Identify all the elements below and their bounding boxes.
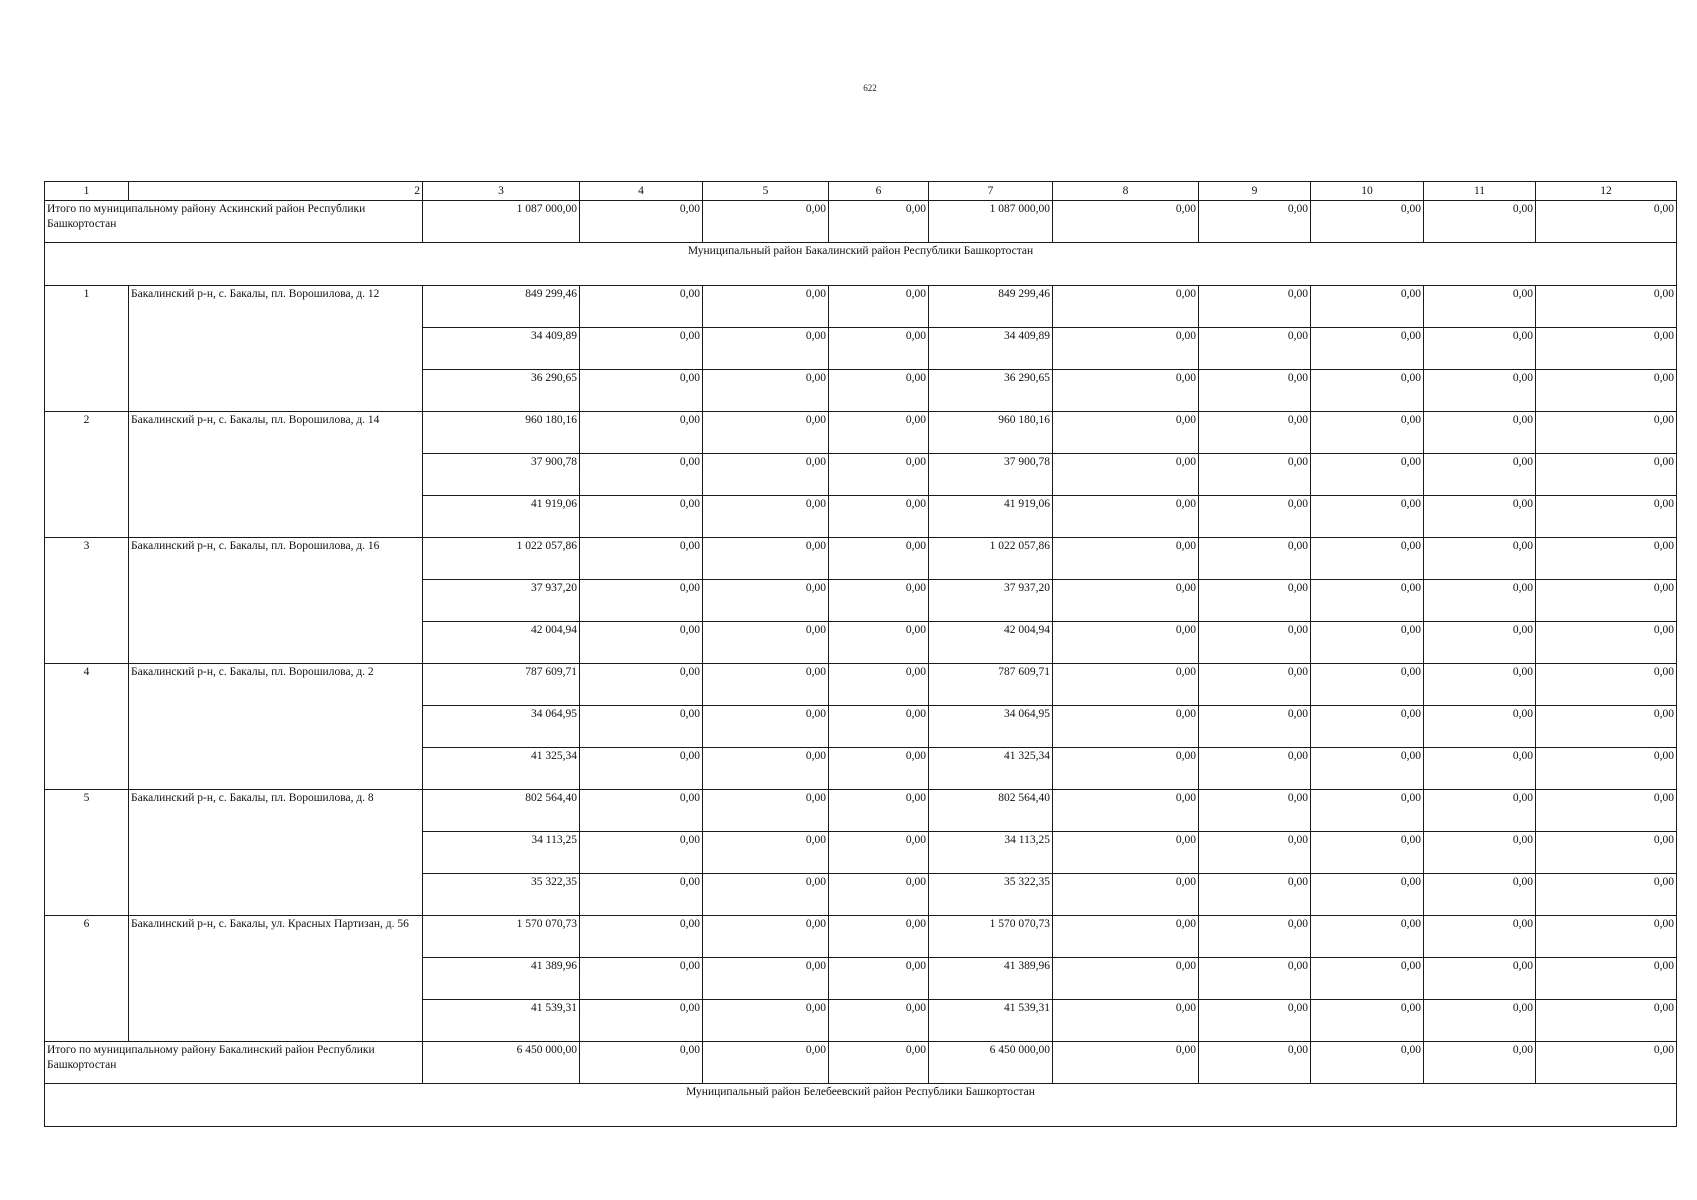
value-cell: 0,00: [1199, 1000, 1311, 1042]
value-cell: 0,00: [1199, 958, 1311, 1000]
value-cell: 41 389,96: [929, 958, 1053, 1000]
value-cell: 0,00: [1424, 958, 1536, 1000]
value-cell: 35 322,35: [929, 874, 1053, 916]
value-cell: 0,00: [1536, 286, 1677, 328]
value-cell: 849 299,46: [423, 286, 580, 328]
value-cell: 0,00: [580, 748, 703, 790]
value-cell: 0,00: [1424, 874, 1536, 916]
value-cell: 0,00: [1424, 622, 1536, 664]
value-cell: 0,00: [829, 496, 929, 538]
value-cell: 0,00: [1536, 496, 1677, 538]
value-cell: 0,00: [1311, 706, 1424, 748]
table-body: [45, 182, 1677, 1127]
value-cell: 0,00: [1424, 790, 1536, 832]
value-cell: 0,00: [580, 664, 703, 706]
value-cell: 0,00: [703, 580, 829, 622]
value-cell: 0,00: [580, 328, 703, 370]
value-cell: 0,00: [703, 706, 829, 748]
value-cell: 0,00: [1053, 496, 1199, 538]
value-cell: 0,00: [1199, 790, 1311, 832]
value-cell: 0,00: [829, 328, 929, 370]
value-cell: 34 113,25: [929, 832, 1053, 874]
value-cell: 0,00: [1053, 748, 1199, 790]
value-cell: 41 389,96: [423, 958, 580, 1000]
value-cell: 0,00: [580, 790, 703, 832]
value-cell: 802 564,40: [929, 790, 1053, 832]
value-cell: 0,00: [580, 286, 703, 328]
value-cell: 0,00: [1053, 664, 1199, 706]
value-cell: 0,00: [1536, 412, 1677, 454]
value-cell: 0,00: [1536, 1000, 1677, 1042]
value-cell: 0,00: [1053, 538, 1199, 580]
value-cell: 0,00: [1199, 370, 1311, 412]
value-cell: 34 409,89: [423, 328, 580, 370]
value-cell: 0,00: [1053, 832, 1199, 874]
value-cell: 0,00: [1311, 370, 1424, 412]
value-cell: 0,00: [1424, 748, 1536, 790]
value-cell: 0,00: [1424, 328, 1536, 370]
value-cell: 0,00: [1424, 412, 1536, 454]
total-label: Итого по муниципальному району Аскинский район Республики Башкортостан: [45, 201, 423, 243]
value-cell: 0,00: [580, 412, 703, 454]
value-cell: 41 325,34: [929, 748, 1053, 790]
value-cell: 0,00: [1053, 958, 1199, 1000]
value-cell: 0,00: [1536, 790, 1677, 832]
section-title: Муниципальный район Белебеевский район Республики Башкортостан: [45, 1084, 1677, 1127]
value-cell: 0,00: [1311, 1000, 1424, 1042]
value-cell: 0,00: [1311, 664, 1424, 706]
value-cell: 960 180,16: [929, 412, 1053, 454]
value-cell: 0,00: [1053, 201, 1199, 243]
value-cell: 0,00: [1311, 412, 1424, 454]
value-cell: 6 450 000,00: [929, 1042, 1053, 1084]
value-cell: 0,00: [1199, 706, 1311, 748]
object-address: Бакалинский р-н, с. Бакалы, пл. Ворошилова, д. 16: [129, 538, 423, 664]
value-cell: 0,00: [1424, 454, 1536, 496]
value-cell: 0,00: [1311, 580, 1424, 622]
value-cell: 0,00: [829, 412, 929, 454]
value-cell: 42 004,94: [423, 622, 580, 664]
value-cell: 0,00: [1053, 622, 1199, 664]
value-cell: 0,00: [580, 370, 703, 412]
value-cell: 6 450 000,00: [423, 1042, 580, 1084]
value-cell: 41 539,31: [423, 1000, 580, 1042]
next-section-title-row: [45, 1084, 1677, 1127]
value-cell: 1 087 000,00: [423, 201, 580, 243]
value-cell: 34 113,25: [423, 832, 580, 874]
table-row: [45, 664, 1677, 706]
value-cell: 41 919,06: [423, 496, 580, 538]
value-cell: 0,00: [1199, 412, 1311, 454]
value-cell: 0,00: [1536, 1042, 1677, 1084]
value-cell: 0,00: [1424, 832, 1536, 874]
value-cell: 0,00: [1424, 580, 1536, 622]
value-cell: 0,00: [1199, 748, 1311, 790]
value-cell: 0,00: [829, 748, 929, 790]
value-cell: 0,00: [829, 664, 929, 706]
value-cell: 1 087 000,00: [929, 201, 1053, 243]
value-cell: 0,00: [829, 874, 929, 916]
value-cell: 0,00: [829, 580, 929, 622]
value-cell: 0,00: [580, 496, 703, 538]
value-cell: 0,00: [829, 1042, 929, 1084]
value-cell: 0,00: [1536, 538, 1677, 580]
value-cell: 0,00: [1311, 874, 1424, 916]
value-cell: 0,00: [1536, 916, 1677, 958]
value-cell: 0,00: [1199, 328, 1311, 370]
value-cell: 42 004,94: [929, 622, 1053, 664]
capital-repair-table: [44, 181, 1677, 1127]
column-header: 1: [45, 182, 129, 201]
column-header: 7: [929, 182, 1053, 201]
value-cell: 0,00: [703, 412, 829, 454]
value-cell: 0,00: [703, 916, 829, 958]
value-cell: 0,00: [1536, 201, 1677, 243]
value-cell: 0,00: [703, 832, 829, 874]
value-cell: 0,00: [1053, 454, 1199, 496]
column-header: 2: [129, 182, 423, 201]
column-header: 10: [1311, 182, 1424, 201]
value-cell: 0,00: [1424, 286, 1536, 328]
value-cell: 0,00: [1424, 370, 1536, 412]
value-cell: 849 299,46: [929, 286, 1053, 328]
value-cell: 0,00: [1053, 328, 1199, 370]
value-cell: 0,00: [1311, 958, 1424, 1000]
row-index: 4: [45, 664, 129, 790]
value-cell: 0,00: [829, 706, 929, 748]
value-cell: 0,00: [1199, 496, 1311, 538]
value-cell: 0,00: [1199, 538, 1311, 580]
value-cell: 0,00: [1199, 916, 1311, 958]
value-cell: 0,00: [1053, 916, 1199, 958]
object-address: Бакалинский р-н, с. Бакалы, ул. Красных Партизан, д. 56: [129, 916, 423, 1042]
value-cell: 787 609,71: [929, 664, 1053, 706]
value-cell: 0,00: [1311, 790, 1424, 832]
column-header: 9: [1199, 182, 1311, 201]
value-cell: 0,00: [829, 370, 929, 412]
value-cell: 0,00: [1424, 1042, 1536, 1084]
value-cell: 0,00: [1536, 580, 1677, 622]
value-cell: 802 564,40: [423, 790, 580, 832]
value-cell: 0,00: [580, 580, 703, 622]
value-cell: 0,00: [829, 832, 929, 874]
value-cell: 0,00: [703, 1000, 829, 1042]
value-cell: 0,00: [829, 286, 929, 328]
value-cell: 0,00: [703, 664, 829, 706]
value-cell: 37 900,78: [423, 454, 580, 496]
value-cell: 1 570 070,73: [929, 916, 1053, 958]
value-cell: 0,00: [1536, 874, 1677, 916]
value-cell: 0,00: [1053, 286, 1199, 328]
value-cell: 0,00: [580, 832, 703, 874]
column-number-row: [45, 182, 1677, 201]
row-index: 2: [45, 412, 129, 538]
value-cell: 0,00: [829, 622, 929, 664]
value-cell: 0,00: [1053, 706, 1199, 748]
value-cell: 0,00: [580, 958, 703, 1000]
value-cell: 0,00: [829, 454, 929, 496]
column-header: 4: [580, 182, 703, 201]
value-cell: 41 919,06: [929, 496, 1053, 538]
value-cell: 0,00: [1536, 832, 1677, 874]
value-cell: 960 180,16: [423, 412, 580, 454]
value-cell: 36 290,65: [423, 370, 580, 412]
value-cell: 36 290,65: [929, 370, 1053, 412]
value-cell: 0,00: [703, 958, 829, 1000]
value-cell: 0,00: [703, 496, 829, 538]
value-cell: 1 022 057,86: [929, 538, 1053, 580]
value-cell: 0,00: [1199, 580, 1311, 622]
value-cell: 1 022 057,86: [423, 538, 580, 580]
value-cell: 0,00: [1424, 496, 1536, 538]
value-cell: 0,00: [829, 538, 929, 580]
table-row: [45, 286, 1677, 328]
value-cell: 0,00: [1536, 958, 1677, 1000]
value-cell: 41 539,31: [929, 1000, 1053, 1042]
value-cell: 0,00: [703, 370, 829, 412]
total-label: Итого по муниципальному району Бакалинский район Республики Башкортостан: [45, 1042, 423, 1084]
value-cell: 0,00: [1199, 1042, 1311, 1084]
value-cell: 34 064,95: [929, 706, 1053, 748]
value-cell: 37 900,78: [929, 454, 1053, 496]
value-cell: 0,00: [703, 874, 829, 916]
value-cell: 0,00: [1199, 664, 1311, 706]
value-cell: 0,00: [1536, 328, 1677, 370]
value-cell: 0,00: [1199, 454, 1311, 496]
value-cell: 37 937,20: [929, 580, 1053, 622]
value-cell: 0,00: [1311, 832, 1424, 874]
value-cell: 0,00: [1053, 412, 1199, 454]
value-cell: 0,00: [1536, 370, 1677, 412]
value-cell: 41 325,34: [423, 748, 580, 790]
value-cell: 0,00: [703, 454, 829, 496]
value-cell: 0,00: [1199, 832, 1311, 874]
value-cell: 0,00: [1053, 874, 1199, 916]
value-cell: 0,00: [1053, 1042, 1199, 1084]
value-cell: 0,00: [580, 874, 703, 916]
column-header: 12: [1536, 182, 1677, 201]
value-cell: 0,00: [1199, 874, 1311, 916]
value-cell: 0,00: [1053, 1000, 1199, 1042]
page-number: 622: [863, 83, 877, 93]
object-address: Бакалинский р-н, с. Бакалы, пл. Ворошилова, д. 8: [129, 790, 423, 916]
value-cell: 0,00: [703, 622, 829, 664]
value-cell: 0,00: [703, 790, 829, 832]
value-cell: 34 409,89: [929, 328, 1053, 370]
value-cell: 0,00: [1311, 916, 1424, 958]
value-cell: 0,00: [580, 538, 703, 580]
value-cell: 0,00: [580, 706, 703, 748]
value-cell: 0,00: [1536, 622, 1677, 664]
value-cell: 0,00: [1311, 201, 1424, 243]
value-cell: 0,00: [1536, 664, 1677, 706]
table-row: [45, 538, 1677, 580]
object-address: Бакалинский р-н, с. Бакалы, пл. Ворошилова, д. 2: [129, 664, 423, 790]
value-cell: 0,00: [1536, 748, 1677, 790]
value-cell: 0,00: [1311, 328, 1424, 370]
value-cell: 0,00: [703, 1042, 829, 1084]
value-cell: 0,00: [1053, 370, 1199, 412]
value-cell: 0,00: [1311, 496, 1424, 538]
value-cell: 0,00: [829, 1000, 929, 1042]
value-cell: 0,00: [580, 1000, 703, 1042]
section-title: Муниципальный район Бакалинский район Республики Башкортостан: [45, 243, 1677, 286]
value-cell: 0,00: [829, 790, 929, 832]
value-cell: 0,00: [703, 286, 829, 328]
row-index: 6: [45, 916, 129, 1042]
value-cell: 0,00: [1199, 201, 1311, 243]
value-cell: 37 937,20: [423, 580, 580, 622]
object-address: Бакалинский р-н, с. Бакалы, пл. Ворошилова, д. 14: [129, 412, 423, 538]
prev-district-total-row: [45, 201, 1677, 243]
value-cell: 0,00: [829, 916, 929, 958]
column-header: 3: [423, 182, 580, 201]
value-cell: 0,00: [1536, 706, 1677, 748]
table-row: [45, 412, 1677, 454]
value-cell: 0,00: [1424, 706, 1536, 748]
value-cell: 0,00: [1424, 538, 1536, 580]
section-title-row: [45, 243, 1677, 286]
value-cell: 0,00: [1199, 286, 1311, 328]
column-header: 6: [829, 182, 929, 201]
value-cell: 0,00: [829, 958, 929, 1000]
row-index: 5: [45, 790, 129, 916]
row-index: 3: [45, 538, 129, 664]
value-cell: 0,00: [1424, 201, 1536, 243]
value-cell: 0,00: [580, 1042, 703, 1084]
value-cell: 0,00: [703, 201, 829, 243]
value-cell: 787 609,71: [423, 664, 580, 706]
value-cell: 0,00: [1424, 916, 1536, 958]
value-cell: 0,00: [580, 916, 703, 958]
value-cell: 0,00: [1311, 538, 1424, 580]
value-cell: 0,00: [1311, 622, 1424, 664]
table-row: [45, 790, 1677, 832]
column-header: 11: [1424, 182, 1536, 201]
value-cell: 0,00: [1053, 790, 1199, 832]
value-cell: 0,00: [1536, 454, 1677, 496]
value-cell: 0,00: [1199, 622, 1311, 664]
value-cell: 0,00: [1424, 1000, 1536, 1042]
value-cell: 0,00: [1311, 454, 1424, 496]
value-cell: 0,00: [580, 622, 703, 664]
value-cell: 34 064,95: [423, 706, 580, 748]
value-cell: 0,00: [580, 454, 703, 496]
value-cell: 0,00: [703, 328, 829, 370]
value-cell: 35 322,35: [423, 874, 580, 916]
row-index: 1: [45, 286, 129, 412]
value-cell: 0,00: [580, 201, 703, 243]
value-cell: 0,00: [703, 538, 829, 580]
value-cell: 0,00: [1424, 664, 1536, 706]
value-cell: 0,00: [1311, 748, 1424, 790]
table-row: [45, 916, 1677, 958]
column-header: 5: [703, 182, 829, 201]
value-cell: 0,00: [1311, 286, 1424, 328]
value-cell: 0,00: [703, 748, 829, 790]
value-cell: 0,00: [1311, 1042, 1424, 1084]
column-header: 8: [1053, 182, 1199, 201]
object-address: Бакалинский р-н, с. Бакалы, пл. Ворошилова, д. 12: [129, 286, 423, 412]
value-cell: 0,00: [829, 201, 929, 243]
district-total-row: [45, 1042, 1677, 1084]
value-cell: 0,00: [1053, 580, 1199, 622]
value-cell: 1 570 070,73: [423, 916, 580, 958]
